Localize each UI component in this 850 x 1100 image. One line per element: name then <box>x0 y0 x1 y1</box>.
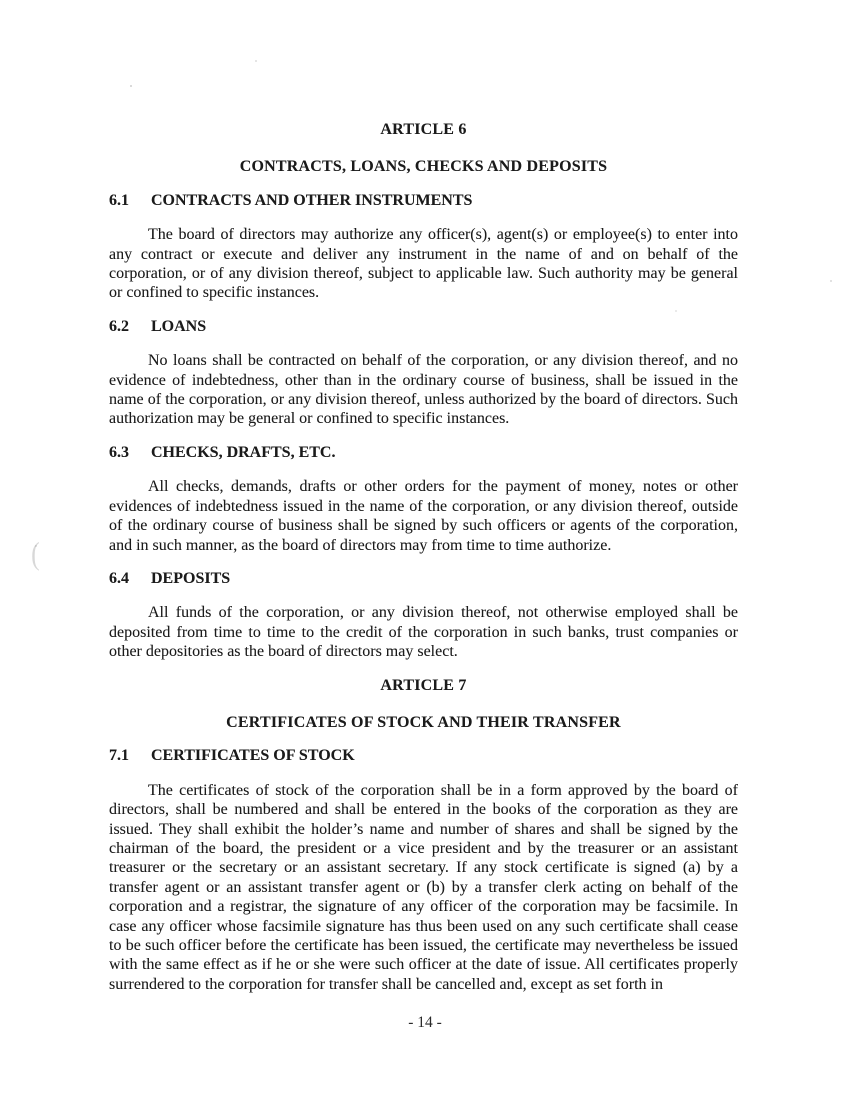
section-6-1 <box>109 191 738 303</box>
section-7-1-heading-row <box>109 746 738 765</box>
section-6-3 <box>109 443 738 555</box>
section-6-2-heading-row <box>109 317 738 336</box>
section-7-1-body: The certificates of stock of the corporation shall be in a form approved by the board of directors, shall be numbered and shall be entered in the books of the corporation as they are issued. They shall exhibit the holder’s name and number of shares and shall be signed by the chairman of the board, the president or a vice president and by the treasurer or an assistant treasurer or the secretary or an assistant secretary. If any stock certificate is signed (a) by a transfer agent or an assistant transfer agent or (b) by a transfer clerk acting on behalf of the corporation and a registrar, the signature of any officer of the corporation may be facsimile. In case any officer whose facsimile signature has thus been used on any such certificate shall cease to be such officer before the certificate has been issued, the certificate may nevertheless be issued with the same effect as if he or she were such officer at the date of issue. All certificates properly surrendered to the corporation for transfer shall be cancelled and, except as set forth in <box>109 781 738 993</box>
section-6-2-number: 6.2 <box>109 317 129 335</box>
article-7-title: ARTICLE 7 <box>380 676 467 694</box>
document-body <box>109 120 738 1008</box>
scan-artifact-paren: ( <box>31 535 40 571</box>
page-number: - 14 - <box>408 1014 442 1031</box>
section-6-2-body: No loans shall be contracted on behalf of the corporation, or any division thereof, and no evidence of indebtedness, other than in the ordinary course of business, shall be issued in the name of the corporation, or any division thereof, unless authorized by the board of directors. Such authorization may be general or confined to specific instances. <box>109 352 738 428</box>
section-6-1-number: 6.1 <box>109 191 129 209</box>
scan-noise-specks <box>130 85 132 87</box>
article-6-title: ARTICLE 6 <box>380 121 467 138</box>
section-6-1-heading-row <box>109 191 738 210</box>
section-6-4-heading: DEPOSITS <box>151 569 231 587</box>
section-6-1-heading: CONTRACTS AND OTHER INSTRUMENTS <box>151 191 473 209</box>
section-6-4 <box>109 569 738 662</box>
section-6-2-heading: LOANS <box>151 317 207 335</box>
section-6-4-body: All funds of the corporation, or any division thereof, not otherwise employed shall be deposited from time to time to the credit of the corporation in such banks, trust companies or other depositories as the board of directors may select. <box>109 604 738 661</box>
section-6-3-body: All checks, demands, drafts or other orders for the payment of money, notes or other evidences of indebtedness issued in the name of the corporation, or any division thereof, outside of the ordinary course of business shall be signed by such officers or agents of the corporation, and in such manner, as the board of directors may from time to time authorize. <box>109 478 738 554</box>
section-6-4-heading-row <box>109 569 738 588</box>
section-7-1-heading: CERTIFICATES OF STOCK <box>151 747 355 765</box>
section-7-1 <box>109 746 738 994</box>
section-6-3-heading-row <box>109 443 738 462</box>
section-6-4-number: 6.4 <box>109 569 129 587</box>
article-7-subtitle: CERTIFICATES OF STOCK AND THEIR TRANSFER <box>226 713 621 731</box>
article-6-subtitle: CONTRACTS, LOANS, CHECKS AND DEPOSITS <box>239 158 608 176</box>
section-6-2 <box>109 317 738 429</box>
section-7-1-number: 7.1 <box>109 747 129 765</box>
section-6-3-number: 6.3 <box>109 443 129 461</box>
section-6-1-body: The board of directors may authorize any officer(s), agent(s) or employee(s) to enter into any contract or execute and deliver any instrument in the name of and on behalf of the corporation, or of any division thereof, subject to applicable law. Such authority may be general or confined to specific instances. <box>109 226 738 302</box>
section-6-3-heading: CHECKS, DRAFTS, ETC. <box>151 443 336 461</box>
